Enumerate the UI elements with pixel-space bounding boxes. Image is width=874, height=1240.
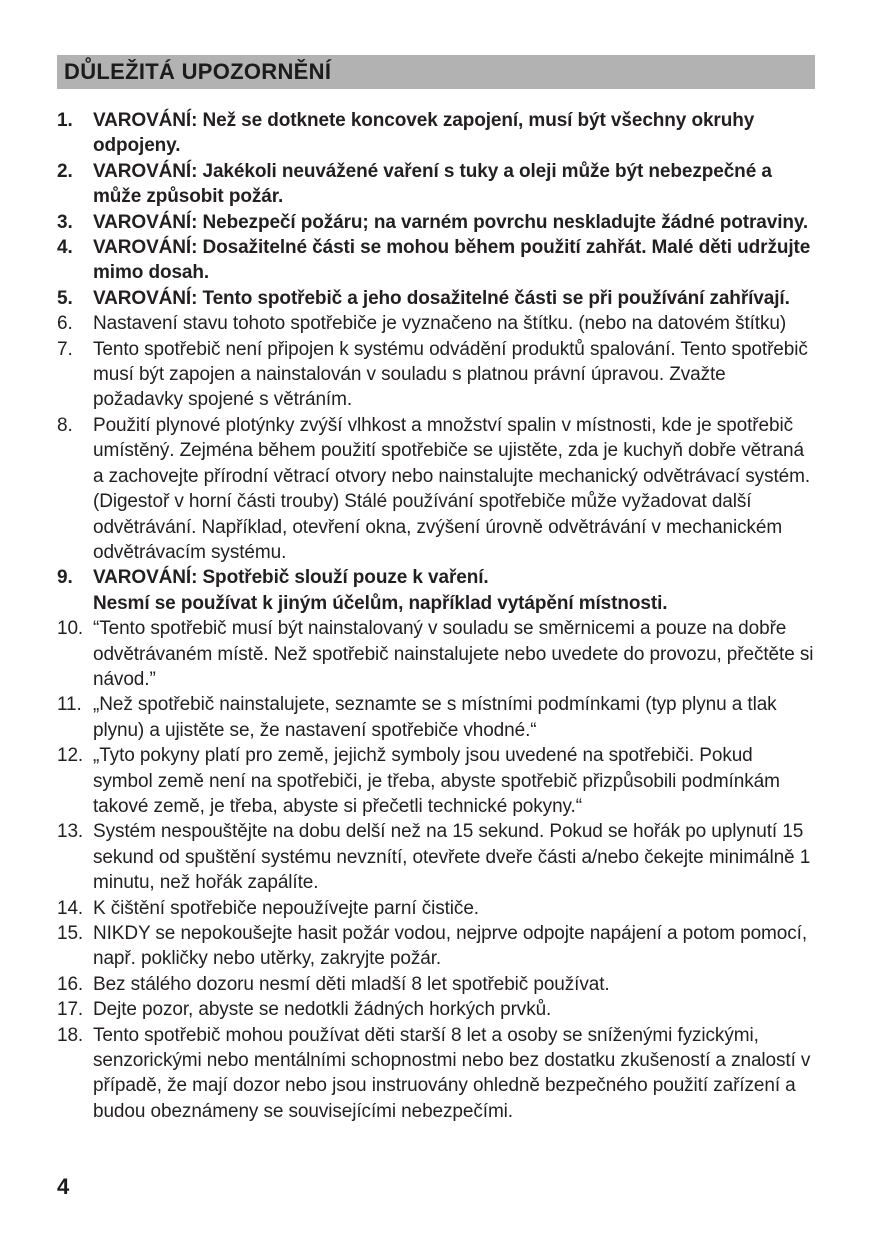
list-item [57,1023,817,1125]
item-number: 16. [57,973,84,995]
item-number: 17. [57,999,84,1021]
item-text-line: Tento spotřebič není připojen k systému odvádění produktů spalování. Tento spotřebič musí být zapojen a nainstalován v souladu s platnou právní úpravou. Zvažte požadavky spojené s větráním. [93,338,808,411]
item-text-line: VAROVÁNÍ: Než se dotknete koncovek zapojení, musí být všechny okruhy odpojeny. [93,110,755,157]
item-number: 3. [57,211,73,233]
item-text [93,896,817,921]
item-text-line: „Tyto pokyny platí pro země, jejichž symboly jsou uvedené na spotřebiči. Pokud symbol země není na spotřebiči, je třeba, abyste spotřebič přizpůsobili podmínkám takové země, je třeba, abyste si přečetli technické pokyny.“ [93,745,780,817]
item-text-line: NIKDY se nepokoušejte hasit požár vodou, nejprve odpojte napájení a potom pomocí, např. pokličky nebo utěrky, zakryjte požár. [93,923,808,970]
item-number: 9. [57,567,73,589]
item-text [93,108,817,159]
item-text-line: Bez stálého dozoru nesmí děti mladší 8 let spotřebič používat. [93,973,610,995]
item-text [93,921,817,972]
list-item [57,311,817,336]
item-text [93,235,817,286]
item-text [93,286,817,311]
item-text-line: K čištění spotřebiče nepoužívejte parní čističe. [93,897,479,919]
list-item [57,210,817,235]
item-text-line: „Než spotřebič nainstalujete, seznamte se s místními podmínkami (typ plynu a tlak plynu) a ujistěte se, že nastavení spotřebiče vhodné.“ [93,694,777,741]
item-text [93,819,817,895]
item-text-line: Dejte pozor, abyste se nedotkli žádných horkých prvků. [93,999,552,1021]
item-text [93,565,817,616]
item-number: 15. [57,923,84,944]
item-number: 10. [57,618,84,640]
item-text-line: VAROVÁNÍ: Tento spotřebič a jeho dosažitelné části se při používání zahřívají. [93,287,790,309]
item-text [93,337,817,413]
item-text [93,692,817,743]
item-text-line: “Tento spotřebič musí být nainstalovaný v souladu se směrnicemi a pouze na dobře odvětrávaném místě. Než spotřebič nainstalujete nebo uvedete do provozu, přečtěte si návod.” [93,618,814,690]
list-item [57,921,817,972]
list-item [57,337,817,413]
list-item [57,108,817,159]
list-item [57,235,817,286]
item-number: 5. [57,287,73,309]
item-text [93,311,817,336]
list-item [57,896,817,921]
item-text-line: Tento spotřebič mohou používat děti starší 8 let a osoby se sníženými fyzickými, senzorickými nebo mentálními schopnostmi nebo bez dostatku zkušeností a znalostí v případě, že mají dozor nebo jsou instruovány ohledně bezpečného použití zařízení a budou obeznámeny se souvisejícími nebezpečími. [93,1024,811,1122]
item-text [93,1023,817,1125]
list-item [57,972,817,997]
list-item [57,413,817,565]
list-item [57,997,817,1022]
list-item [57,286,817,311]
item-number: 2. [57,160,73,182]
item-text-line: VAROVÁNÍ: Dosažitelné části se mohou během použití zahřát. Malé děti udržujte mimo dosah. [93,237,811,284]
item-text-line: VAROVÁNÍ: Nebezpečí požáru; na varném povrchu neskladujte žádné potraviny. [93,211,809,233]
section-header [57,55,815,89]
item-number: 4. [57,237,73,259]
list-item [57,819,817,895]
list-item [57,159,817,210]
item-number: 7. [57,338,73,360]
list-item [57,616,817,692]
list-item [57,692,817,743]
list-item [57,743,817,819]
page-title: DŮLEŽITÁ UPOZORNĚNÍ [64,59,332,84]
item-number: 18. [57,1024,84,1046]
item-text-line: Použití plynové plotýnky zvýší vlhkost a množství spalin v místnosti, kde je spotřebič umístěný. Zejména během použití spotřebiče se ujistěte, zda je kuchyň dobře větraná a zachovejte přírodní větrací otvory nebo nainstalujte mechanický odvětrávací systém. (Digestoř v horní části trouby) Stálé používání spotřebiče může vyžadovat další odvětrávání. Například, otevření okna, zvýšení úrovně odvětrávání v mechanickém odvětrávacím systému. [93,414,811,563]
warnings-list [57,108,817,1124]
item-number: 6. [57,313,73,335]
item-text-line: VAROVÁNÍ: Spotřebič slouží pouze k vaření. [93,567,489,589]
item-number: 1. [57,110,73,131]
item-text [93,616,817,692]
item-text-line: Nesmí se používat k jiným účelům, například vytápění místnosti. [93,592,668,614]
item-number: 11. [57,694,82,716]
item-number: 8. [57,414,73,436]
page-number: 4 [57,1174,70,1199]
item-text [93,743,817,819]
item-text [93,997,817,1022]
item-text [93,972,817,997]
item-number: 14. [57,897,84,919]
item-number: 12. [57,745,84,767]
item-text [93,159,817,210]
item-text [93,210,817,235]
item-number: 13. [57,821,84,843]
item-text-line: Systém nespouštějte na dobu delší než na 15 sekund. Pokud se hořák po uplynutí 15 sekund od spuštění systému nevznítí, otevřete dveře části a/nebo čekejte minimálně 1 minutu, než hořák zapálíte. [93,821,811,894]
list-item [57,565,817,616]
item-text-line: VAROVÁNÍ: Jakékoli neuvážené vaření s tuky a oleji může být nebezpečné a může způsobit požár. [93,160,772,208]
item-text-line: Nastavení stavu tohoto spotřebiče je vyznačeno na štítku. (nebo na datovém štítku) [93,313,787,335]
item-text [93,413,817,565]
